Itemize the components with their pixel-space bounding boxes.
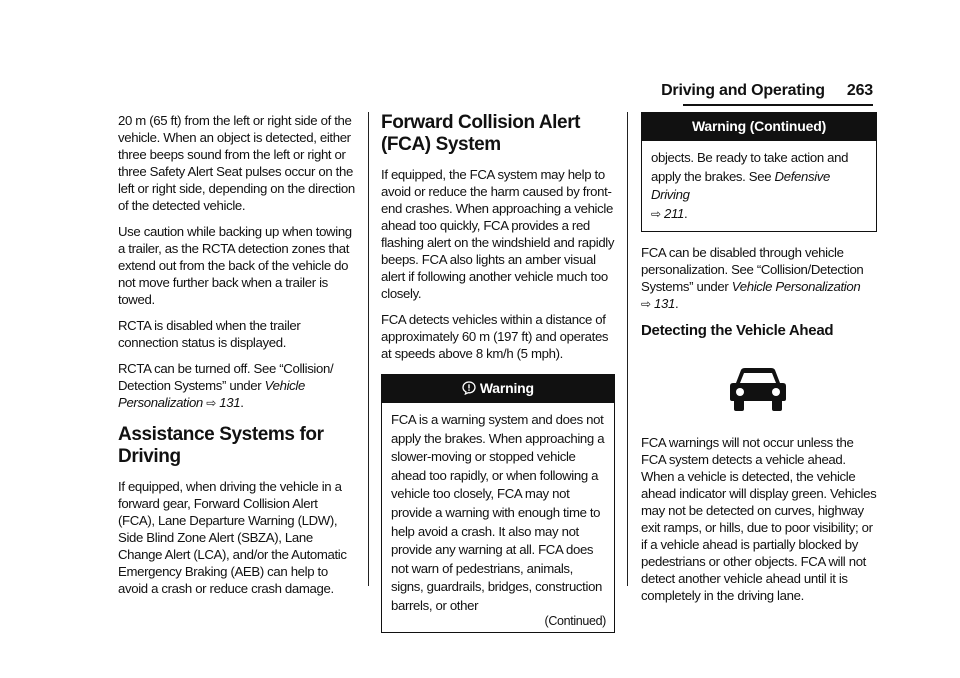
page-ref-arrow-icon: ⇨: [651, 206, 661, 221]
vehicle-ahead-indicator: [729, 366, 877, 412]
continued-label: (Continued): [544, 613, 606, 628]
page-number: 263: [846, 82, 873, 99]
column-1: [118, 112, 356, 606]
warning-header-continued: Warning (Continued): [642, 113, 876, 141]
warning-title: Warning: [479, 380, 534, 396]
header-rule: [683, 104, 873, 106]
warning-header: [382, 375, 614, 403]
paragraph-rcta-detection: 20 m (65 ft) from the left or right side of the vehicle. When an object is detected, either three beeps sound from the left or right or three Safety Alert Seat pulses occur on the left or right side, depending on the direction of the detected vehicle.: [118, 113, 355, 213]
xref-vehicle-personalization[interactable]: Vehicle Personalization: [731, 279, 861, 295]
warning-box-continued: [641, 112, 877, 232]
page-ref-arrow-icon: ⇨: [641, 297, 651, 312]
heading-detecting-vehicle: Detecting the Vehicle Ahead: [641, 322, 834, 340]
page-ref-arrow-icon: ⇨: [206, 396, 216, 410]
paragraph-rcta-disabled: RCTA is disabled when the trailer connection status is displayed.: [118, 318, 301, 350]
paragraph-fca-intro: If equipped, the FCA system may help to avoid or reduce the harm caused by front-end crashes. When approaching a vehicle ahead too quickly, FCA provides a red flashing alert on the windshield and rapidly beeps. FCA also lights an amber visual alert if following another vehicle much too closely.: [381, 167, 615, 301]
paragraph-fca-detection: FCA warnings will not occur unless the FCA system detects a vehicle ahead. When a vehicle is detected, the vehicle ahead indicator will display green. Vehicles may not be detected on curves, highway exit ramps, or hills, due to poor visibility; or if a vehicle ahead is partially blocked by pedestrians or other objects. FCA will not detect another vehicle ahead until it is completely in the driving lane.: [641, 435, 877, 604]
paragraph-fca-range: FCA detects vehicles within a distance of approximately 60 m (197 ft) and operates at speeds above 8 km/h (5 mph).: [381, 312, 609, 361]
paragraph-rcta-off: RCTA can be turned off. See “Collision/ Detection Systems” under Vehicle Personalization ⇨ 131.: [118, 361, 334, 410]
warning-icon: [462, 380, 480, 396]
paragraph-fca-disable: FCA can be disabled through vehicle personalization. See “Collision/Detection Systems” under Vehicle Personalization ⇨ 131.: [641, 245, 864, 312]
paragraph-towing-caution: Use caution while backing up when towing a trailer, as the RCTA detection zones that extend out from the back of the vehicle do not move further back when a trailer is towed.: [118, 224, 352, 307]
xref-page[interactable]: 211: [664, 205, 685, 221]
warning-body-continued: objects. Be ready to take action and apply the brakes. See Defensive Driving ⇨ 211.: [651, 150, 849, 221]
warning-text: FCA is a warning system and does not apply the brakes. When approaching a slower-moving or stopped vehicle ahead too rapidly, or when following a vehicle too closely, FCA may not provide a warning with enough time to help avoid a crash. It also may not provide any warning at all. FCA does not warn of pedestrians, animals, signs, guardrails, bridges, construction barrels, or other: [391, 412, 605, 613]
xref-page[interactable]: 131: [219, 395, 241, 410]
heading-fca: Forward Collision Alert (FCA) System: [381, 112, 581, 155]
warning-body: [382, 403, 614, 632]
section-title: Driving and Operating: [661, 82, 825, 99]
xref-page[interactable]: 131: [654, 296, 675, 312]
column-divider: [368, 112, 369, 586]
xref-defensive-driving[interactable]: Defensive Driving: [651, 168, 831, 203]
paragraph-assistance-systems: If equipped, when driving the vehicle in a forward gear, Forward Collision Alert (FCA), Lane Departure Warning (LDW), Side Blind Zone Alert (SBZA), Lane Change Alert (LCA), and/or the Automatic Emergency Braking (AEB) can help to avoid a crash or reduce crash damage.: [118, 479, 347, 596]
vehicle-ahead-indicator-icon: [729, 366, 787, 412]
heading-assistance-systems: Assistance Systems for Driving: [118, 424, 324, 467]
column-divider-2: [627, 112, 628, 586]
column-2: [381, 112, 615, 645]
column-3: [641, 112, 877, 613]
xref-vehicle-personalization[interactable]: Vehicle Personalization: [118, 378, 305, 410]
warning-box: [381, 374, 615, 633]
page-header: [661, 82, 873, 100]
